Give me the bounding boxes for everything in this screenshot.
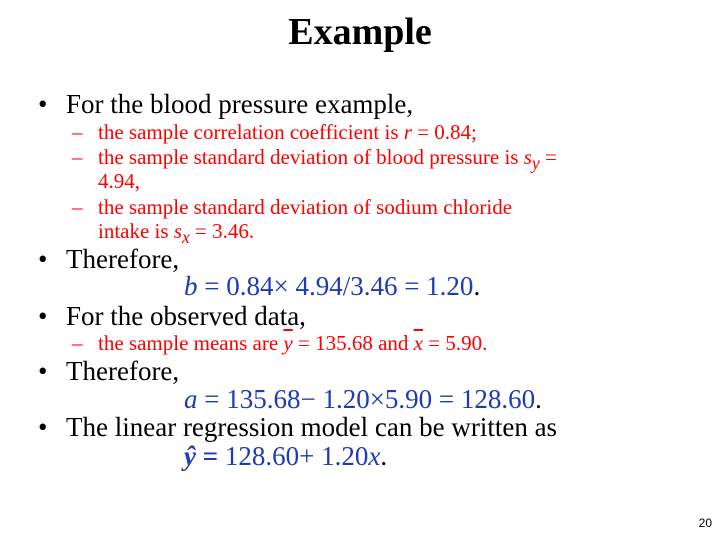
bullet-marker: • [38,301,48,331]
bullet-observed-data: For the observed data, [66,301,306,331]
dash-marker: – [72,331,83,355]
sub-std-dev-blood-pressure-value: 4.94, [98,169,140,193]
dash-marker: – [72,145,83,169]
equation-slope-b: b = 0.84× 4.94/3.46 = 1.20. [184,271,481,301]
bullet-marker: • [38,244,48,274]
bullet-therefore-1: Therefore, [66,244,180,274]
sub-std-dev-sodium-line2: intake is $s_x = 3.46$. [98,219,255,248]
dash-marker: – [72,195,83,219]
sub-std-dev-blood-pressure: the sample standard deviation of blood pressure is $s_y$ = [98,145,557,174]
bullet-marker: • [38,89,48,119]
bullet-regression-model: The linear regression model can be written as [66,412,558,442]
equation-intercept-a: a = 135.68− 1.20×5.90 = 128.60. [184,384,542,414]
bullet-marker: • [38,356,48,386]
equation-regression-model: ŷ = 128.60+ 1.20x. [184,441,388,471]
sub-correlation-coefficient: the sample correlation coefficient is r = 0.84; [98,120,477,144]
slide-title: Example [288,11,432,53]
bullet-blood-pressure-example: For the blood pressure example, [66,89,414,119]
bullet-therefore-2: Therefore, [66,356,180,386]
bullet-marker: • [38,412,48,442]
page-number: 20 [698,516,712,530]
sub-std-dev-sodium-line1: the sample standard deviation of sodium chloride [98,195,513,219]
sub-sample-means: the sample means are $\overline{y} = 135.68$ and $\overline{x} = 5.90$. [98,331,488,355]
dash-marker: – [72,120,83,144]
